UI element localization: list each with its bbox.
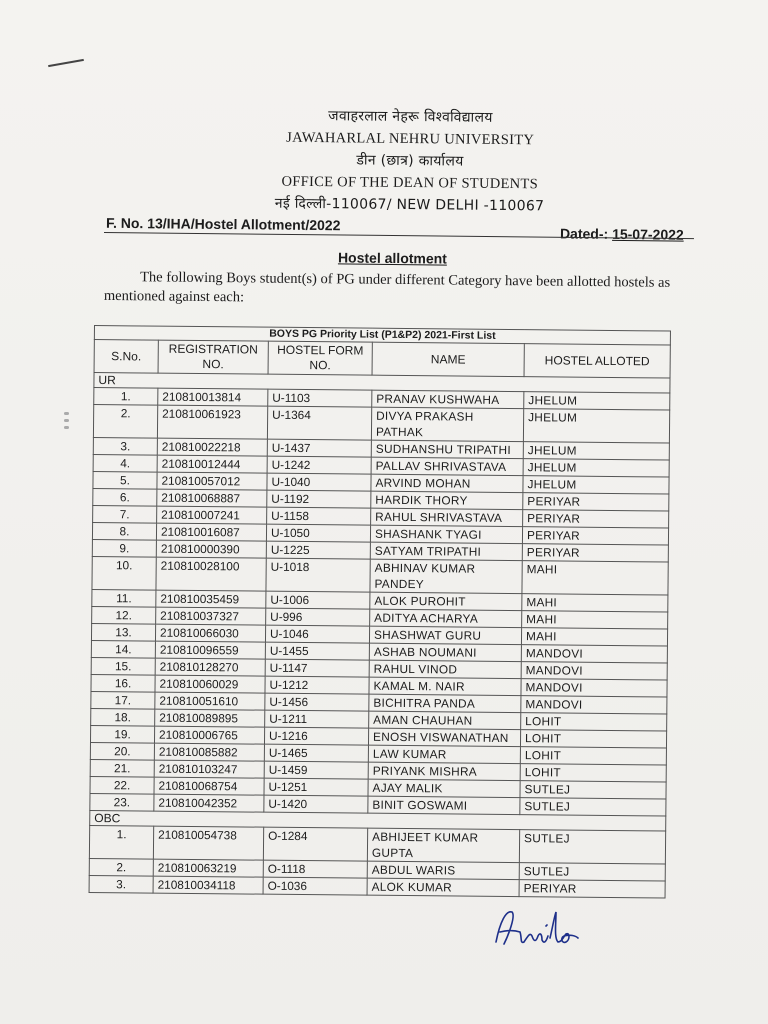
serial-number-cell: 8. [92, 522, 156, 540]
registration-number-cell: 210810006765 [154, 726, 264, 744]
registration-number-cell: 210810028100 [156, 557, 266, 591]
serial-number-cell: 7. [93, 505, 157, 523]
registration-number-cell: 210810061923 [157, 405, 267, 439]
form-number-cell: U-1050 [266, 524, 370, 542]
column-header-hostel: HOSTEL ALLOTED [524, 344, 670, 378]
form-number-cell: U-1225 [266, 541, 370, 559]
registration-number-cell: 210810035459 [156, 590, 266, 608]
table-row [89, 825, 665, 864]
signature [490, 902, 582, 954]
form-number-cell: U-1216 [264, 727, 368, 745]
serial-number-cell: 21. [90, 759, 154, 777]
form-number-cell: O-1036 [263, 877, 367, 895]
university-name-hindi: जवाहरलाल नेहरू विश्वविद्यालय [328, 108, 493, 126]
date-value: 15-07-2022 [612, 225, 684, 243]
registration-number-cell: 210810022218 [157, 438, 267, 456]
form-number-cell: O-1284 [263, 827, 367, 861]
student-name-cell: SUDHANSHU TRIPATHI [371, 440, 523, 458]
university-name: JAWAHARLAL NEHRU UNIVERSITY [286, 129, 535, 149]
column-header-registration: REGISTRATION NO. [158, 340, 268, 374]
student-name-cell: SHASHWAT GURU [369, 626, 521, 644]
serial-number-cell: 2. [93, 405, 157, 439]
student-name-cell: ABDUL WARIS [367, 861, 519, 879]
date-line [560, 225, 684, 242]
registration-number-cell: 210810042352 [154, 794, 264, 812]
registration-number-cell: 210810012444 [157, 455, 267, 473]
hostel-cell: PERIYAR [519, 880, 665, 898]
form-number-cell: U-1459 [264, 761, 368, 779]
hostel-cell: LOHIT [521, 713, 667, 731]
registration-number-cell: 210810007241 [157, 506, 267, 524]
registration-number-cell: 210810000390 [156, 540, 266, 558]
student-name-cell: ADITYA ACHARYA [370, 609, 522, 627]
registration-number-cell: 210810037327 [156, 607, 266, 625]
registration-number-cell: 210810066030 [155, 624, 265, 642]
serial-number-cell: 10. [92, 556, 156, 590]
hostel-cell: LOHIT [520, 730, 666, 748]
margin-marks [64, 408, 76, 438]
student-name-cell: RAHUL SHRIVASTAVA [371, 508, 523, 526]
intro-paragraph: The following Boys student(s) of PG under different Category have been allotted hostels as mentioned against each: [103, 269, 671, 306]
registration-number-cell: 210810034118 [153, 876, 263, 894]
hostel-cell: LOHIT [520, 747, 666, 765]
hostel-cell: SUTLEJ [519, 830, 665, 864]
serial-number-cell: 18. [91, 708, 155, 726]
serial-number-cell: 9. [92, 539, 156, 557]
hostel-cell: MANDOVI [521, 662, 667, 680]
hostel-cell: JHELUM [524, 392, 670, 410]
subject-heading: Hostel allotment [337, 249, 447, 267]
form-number-cell: U-1006 [266, 591, 370, 609]
hostel-cell: PERIYAR [522, 527, 668, 545]
student-name-cell: RAHUL VINOD [369, 660, 521, 678]
hostel-cell: MANDOVI [521, 679, 667, 697]
form-number-cell: U-1018 [266, 558, 370, 592]
table-caption: BOYS PG Priority List (P1&P2) 2021-First List [94, 326, 670, 346]
form-number-cell: U-1251 [264, 778, 368, 796]
registration-number-cell: 210810063219 [153, 859, 263, 877]
student-name-cell: ABHIJEET KUMAR GUPTA [367, 828, 519, 862]
student-name-cell: PRANAV KUSHWAHA [372, 390, 524, 408]
student-name-cell: AJAY MALIK [368, 779, 520, 797]
form-number-cell: U-1437 [267, 439, 371, 457]
student-name-cell: PALLAV SHRIVASTAVA [371, 457, 523, 475]
form-number-cell: U-1103 [268, 389, 372, 407]
pen-mark [48, 59, 84, 67]
hostel-cell: LOHIT [520, 764, 666, 782]
serial-number-cell: 12. [92, 606, 156, 624]
hostel-cell: MAHI [522, 611, 668, 629]
registration-number-cell: 210810013814 [158, 388, 268, 406]
table-body [89, 373, 670, 899]
office-name-hindi: डीन (छात्र) कार्यालय [356, 152, 464, 170]
registration-number-cell: 210810054738 [153, 826, 263, 860]
form-number-cell: U-1147 [265, 659, 369, 677]
date-label: Dated-: [559, 225, 609, 242]
letterhead [199, 104, 620, 218]
hostel-cell: JHELUM [523, 442, 669, 460]
form-number-cell: U-1040 [267, 473, 371, 491]
student-name-cell: ARVIND MOHAN [371, 474, 523, 492]
form-number-cell: U-1212 [265, 676, 369, 694]
allotment-table-wrapper [89, 325, 670, 899]
category-label: OBC [90, 810, 666, 831]
student-name-cell: ALOK KUMAR [367, 878, 519, 896]
hostel-cell: JHELUM [523, 459, 669, 477]
table-row [93, 405, 669, 444]
hostel-cell: PERIYAR [523, 493, 669, 511]
serial-number-cell: 3. [89, 875, 153, 893]
serial-number-cell: 23. [90, 793, 154, 811]
registration-number-cell: 210810096559 [155, 641, 265, 659]
registration-number-cell: 210810103247 [154, 760, 264, 778]
hostel-cell: SUTLEJ [520, 798, 666, 816]
form-number-cell: U-1456 [265, 693, 369, 711]
registration-number-cell: 210810068754 [154, 777, 264, 795]
serial-number-cell: 4. [93, 454, 157, 472]
student-name-cell: ALOK PUROHIT [370, 592, 522, 610]
registration-number-cell: 210810085882 [154, 743, 264, 761]
student-name-cell: DIVYA PRAKASH PATHAK [371, 407, 523, 441]
form-number-cell: U-1046 [265, 625, 369, 643]
form-number-cell: U-1158 [267, 507, 371, 525]
form-number-cell: O-1118 [263, 860, 367, 878]
serial-number-cell: 16. [91, 674, 155, 692]
serial-number-cell: 3. [93, 437, 157, 455]
student-name-cell: BINIT GOSWAMI [368, 796, 520, 814]
form-number-cell: U-996 [266, 608, 370, 626]
student-name-cell: SHASHANK TYAGI [370, 525, 522, 543]
registration-number-cell: 210810060029 [155, 675, 265, 693]
hostel-cell: PERIYAR [523, 510, 669, 528]
student-name-cell: AMAN CHAUHAN [369, 711, 521, 729]
registration-number-cell: 210810128270 [155, 658, 265, 676]
serial-number-cell: 15. [91, 657, 155, 675]
form-number-cell: U-1364 [267, 406, 371, 440]
student-name-cell: KAMAL M. NAIR [369, 677, 521, 695]
student-name-cell: LAW KUMAR [368, 745, 520, 763]
serial-number-cell: 6. [93, 488, 157, 506]
form-number-cell: U-1455 [265, 642, 369, 660]
student-name-cell: SATYAM TRIPATHI [370, 542, 522, 560]
student-name-cell: ABHINAV KUMAR PANDEY [370, 559, 522, 593]
serial-number-cell: 19. [90, 725, 154, 743]
allotment-table [89, 325, 671, 899]
serial-number-cell: 17. [91, 691, 155, 709]
form-number-cell: U-1192 [267, 490, 371, 508]
serial-number-cell: 1. [94, 388, 158, 406]
serial-number-cell: 2. [89, 858, 153, 876]
serial-number-cell: 14. [91, 640, 155, 658]
table-row [92, 556, 668, 595]
registration-number-cell: 210810089895 [155, 709, 265, 727]
category-label: UR [94, 373, 670, 394]
hostel-cell: JHELUM [523, 476, 669, 494]
student-name-cell: BICHITRA PANDA [369, 694, 521, 712]
hostel-cell: SUTLEJ [519, 863, 665, 881]
serial-number-cell: 22. [90, 776, 154, 794]
serial-number-cell: 11. [92, 589, 156, 607]
form-number-cell: U-1465 [264, 744, 368, 762]
serial-number-cell: 1. [89, 825, 153, 859]
hostel-cell: MANDOVI [521, 645, 667, 663]
serial-number-cell: 20. [90, 742, 154, 760]
hostel-cell: MANDOVI [521, 696, 667, 714]
form-number-cell: U-1211 [265, 710, 369, 728]
serial-number-cell: 13. [91, 623, 155, 641]
hostel-cell: MAHI [522, 561, 668, 595]
column-header-sno: S.No. [94, 340, 158, 374]
student-name-cell: ENOSH VISWANATHAN [368, 728, 520, 746]
form-number-cell: U-1242 [267, 456, 371, 474]
hostel-cell: MAHI [521, 628, 667, 646]
registration-number-cell: 210810051610 [155, 692, 265, 710]
column-header-name: NAME [372, 342, 524, 376]
hostel-cell: SUTLEJ [520, 781, 666, 799]
serial-number-cell: 5. [93, 471, 157, 489]
hostel-cell: PERIYAR [522, 544, 668, 562]
file-number: F. No. 13/IHA/Hostel Allotment/2022 [105, 214, 341, 234]
registration-number-cell: 210810057012 [157, 472, 267, 490]
office-name: OFFICE OF THE DEAN OF STUDENTS [281, 173, 539, 193]
registration-number-cell: 210810016087 [156, 523, 266, 541]
student-name-cell: PRIYANK MISHRA [368, 762, 520, 780]
hostel-cell: MAHI [522, 594, 668, 612]
student-name-cell: HARDIK THORY [371, 491, 523, 509]
hostel-cell: JHELUM [523, 409, 669, 443]
address: नई दिल्ली-110067/ NEW DELHI -110067 [274, 195, 545, 215]
student-name-cell: ASHAB NOUMANI [369, 643, 521, 661]
form-number-cell: U-1420 [264, 795, 368, 813]
registration-number-cell: 210810068887 [157, 489, 267, 507]
column-header-form: HOSTEL FORM NO. [268, 341, 372, 375]
